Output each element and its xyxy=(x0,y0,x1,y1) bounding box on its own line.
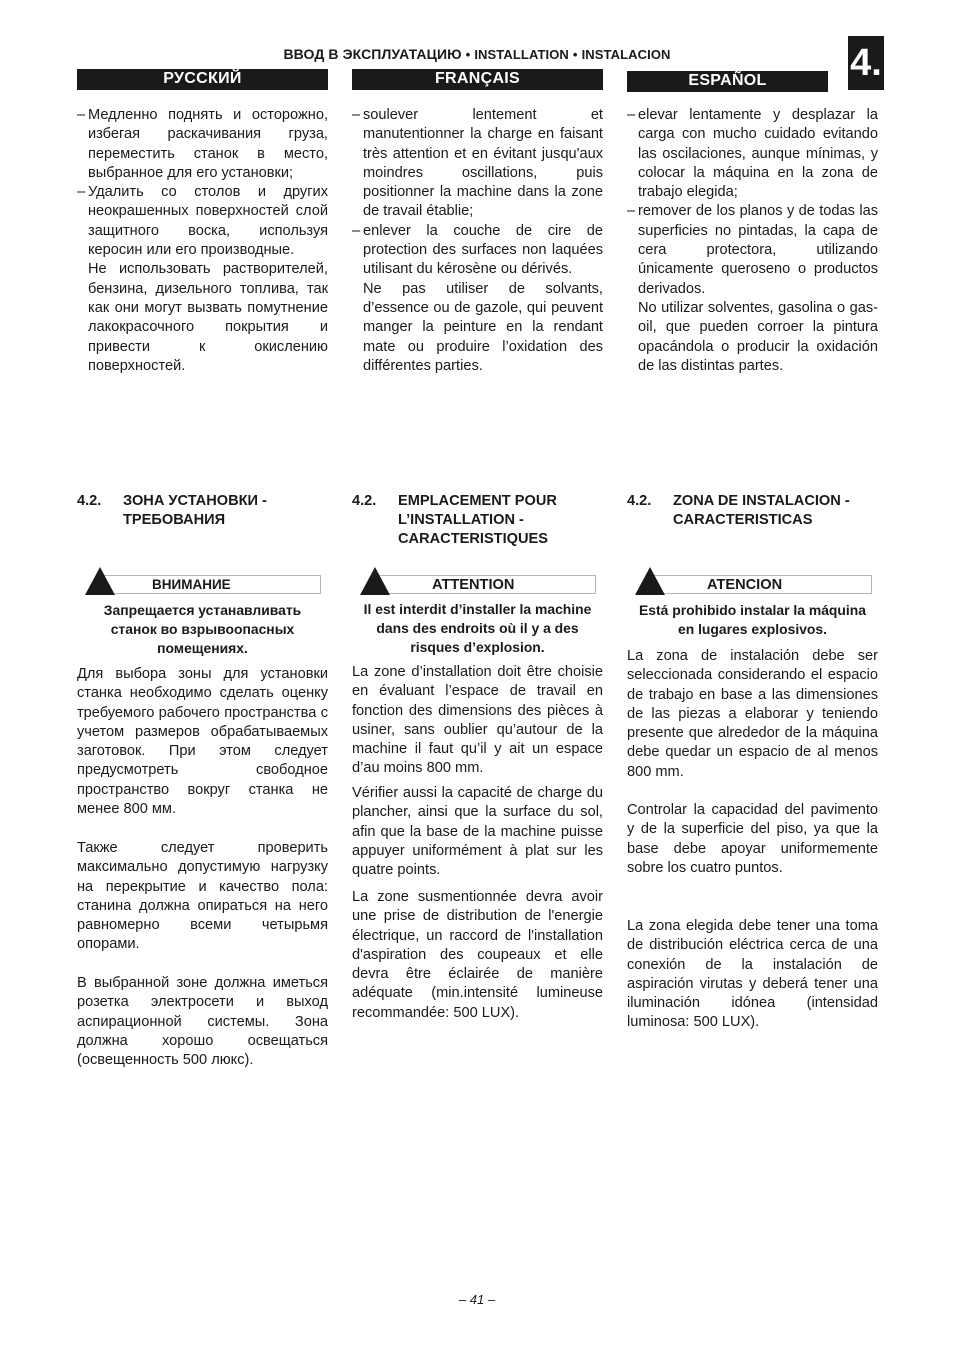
section-title: ЗОНА УСТАНОВКИ - ТРЕБОВАНИЯ xyxy=(123,493,267,528)
es-paragraph-2: Controlar la capacidad del pavimento y de la superficie del piso, ya que la base debe apoyar uniformemente sobre los cuatro puntos. xyxy=(627,802,878,876)
dash-bullet: – xyxy=(77,107,86,123)
es-note: No utilizar solventes, gasolina o gas-oil, que pueden corroer la pintura opacándola o producir la oxidación de las distintas partes. xyxy=(638,299,878,374)
list-item: – Медленно поднять и осторожно, избегая раскачивания груза, переместить станок в место, выбранное для его установки; xyxy=(77,107,328,181)
section-title: ZONA DE INSTALACION - CARACTERISTICAS xyxy=(673,493,850,528)
warning-label: ВНИМАНИЕ xyxy=(152,577,231,592)
fr-paragraph-1: La zone d’installation doit être choisie en évaluant l’espace de travail en fonction des dimensions des pièces à usiner, sans oublier qu’autour de la machine il faut qu’il y ait un espace d’au moins 800 mm. xyxy=(352,664,603,777)
es-paragraph-1: La zona de instalación debe ser seleccionada considerando el espacio de trabajo en base a las dimensiones de las piezas a elaborar y teniendo presente que alrededor de la máquina debe quedar un espacio de al menos 800 mm. xyxy=(627,648,878,780)
list-item: – soulever lentement et manutentionner la charge en faisant très attention et en évitant jusqu'aux moindres oscillations, puis positionner la machine dans la zone de travail établie; xyxy=(352,107,603,220)
header-separator: • xyxy=(465,47,471,62)
list-item: – elevar lentamente y desplazar la carga con mucho cuidado evitando las oscilaciones, aunque mínimas, y colocar la máquina en la zona de trabajo elegida; xyxy=(627,107,878,201)
fr-warning-box xyxy=(359,572,596,592)
ru-warning-text: Запрещается устанавливать станок во взрывоопасных помещениях. xyxy=(103,602,302,656)
list-item: – Удалить со столов и других неокрашенных поверхностей слой защитного воска, используя керосин или его производные. xyxy=(77,184,328,259)
dash-bullet: – xyxy=(627,107,636,123)
header-title-fr: INSTALLATION xyxy=(474,47,569,62)
ru-warning-box xyxy=(84,572,321,592)
ru-paragraph-1: Для выбора зоны для установки станка необходимо сделать оценку требуемого рабочего пространства с учетом размеров обрабатываемых заготовок. При этом следует предусмотреть свободное пространство вокруг станка не менее 800 мм. xyxy=(77,666,328,818)
fr-note: Ne pas utiliser de solvants, d’essence ou de gazole, qui peuvent manger la peinture en la rendant mate ou produire l’oxidation des différentes parties. xyxy=(363,280,603,374)
chapter-tab: 4. xyxy=(848,36,884,90)
ru-instructions xyxy=(77,106,328,376)
list-item: – remover de los planos y de todas las superficies no pintadas, la capa de cera protectora, utilizando únicamente queroseno o productos derivados. xyxy=(627,203,878,297)
warning-label: ATENCION xyxy=(707,577,783,593)
dash-bullet: – xyxy=(77,184,86,201)
dash-bullet: – xyxy=(352,222,361,239)
lang-bar-fr: FRANÇAIS xyxy=(352,69,603,90)
warning-triangle-icon xyxy=(634,566,666,596)
page-header xyxy=(0,46,954,62)
header-title-es: INSTALACION xyxy=(581,47,671,62)
ru-paragraph-3: В выбранной зоне должна иметься розетка электросети и выход аспирационной системы. Зона должна хорошо освещаться (освещенность 500 люкс). xyxy=(77,975,328,1069)
ru-paragraph-2: Также следует проверить максимально допустимую нагрузку на перекрытие и качество пола: станина должна опираться на него равномерно всеми четырьмя опорами. xyxy=(77,840,328,953)
section-number: 4.2. xyxy=(352,493,377,509)
fr-instructions xyxy=(352,106,603,376)
page-number: – 41 – xyxy=(458,1292,496,1307)
fr-warning-text: Il est interdit d’installer la machine dans des endroits où il y a des risques d’explosion. xyxy=(363,601,592,655)
lang-bar-es: ESPAÑOL xyxy=(627,71,828,92)
warning-triangle-icon xyxy=(359,566,391,596)
es-warning-box xyxy=(634,572,872,592)
es-instructions xyxy=(627,106,878,376)
fr-paragraph-3: La zone susmentionnée devra avoir une prise de distribution de l'energie électrique, un raccord de l'installation d'aspiration des coupeaux et elle devra être éclairée de manière adéquate (min.intensité lumineuse recommandée: 500 LUX). xyxy=(352,889,603,1021)
dash-bullet: – xyxy=(627,203,636,220)
header-separator: • xyxy=(572,47,578,62)
section-title: EMPLACEMENT POUR L’INSTALLATION - CARACTERISTIQUES xyxy=(398,493,557,547)
fr-paragraph-2: Vérifier aussi la capacité de charge du plancher, ainsi que la surface du sol, afin que la base de la machine puisse appuyer uniformément à plat sur les quatre points. xyxy=(352,785,603,879)
warning-label: ATTENTION xyxy=(432,577,515,593)
list-item: – enlever la couche de cire de protection des surfaces non laquées utilisant du kérosène ou dérivés. xyxy=(352,222,603,278)
es-warning-text: Está prohibido instalar la máquina en lugares explosivos. xyxy=(639,602,866,637)
dash-bullet: – xyxy=(352,107,361,123)
ru-note: Не использовать растворителей, бензина, дизельного топлива, так как они могут вызвать помутнение лакокрасочного покрытия и привести к окислению поверхностей. xyxy=(88,261,328,374)
warning-triangle-icon xyxy=(84,566,116,596)
header-title-ru: ВВОД В ЭКСПЛУАТАЦИЮ xyxy=(283,46,462,62)
lang-bar-ru: РУССКИЙ xyxy=(77,69,328,90)
section-number: 4.2. xyxy=(627,493,652,509)
es-paragraph-3: La zona elegida debe tener una toma de distribución eléctrica cerca de una conexión de la instalación de aspiración virutas y deberá tener una iluminación idónea (intensidad luminosa: 500 LUX). xyxy=(627,918,878,1031)
section-number: 4.2. xyxy=(77,493,102,509)
